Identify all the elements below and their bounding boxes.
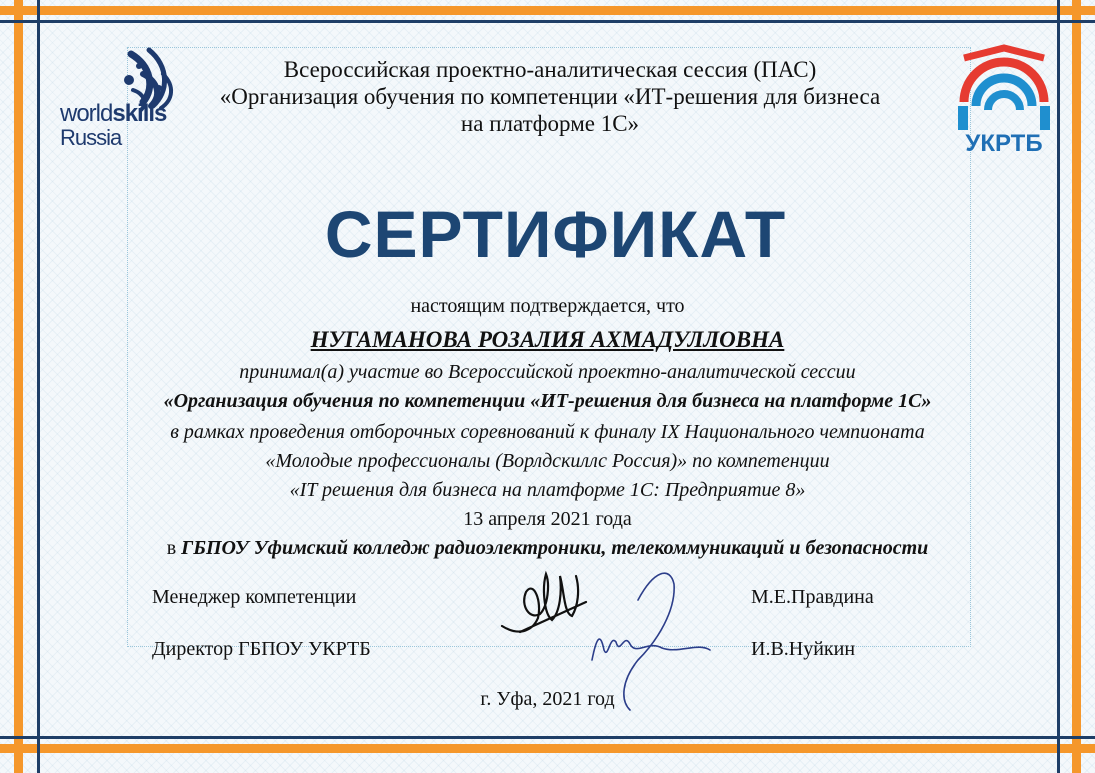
header-line-2: «Организация обучения по компетенции «ИТ-решения для бизнеса <box>219 84 881 109</box>
venue-name: ГБПОУ Уфимский колледж радиоэлектроники, телекоммуникаций и безопасности <box>181 537 929 559</box>
ukrtb-logo <box>958 44 1050 158</box>
venue-prefix: в <box>166 537 177 559</box>
worldskills-word-russia: Russia <box>60 125 122 150</box>
confirm-text: настоящим подтверждается, что <box>410 295 685 317</box>
manager-name: М.Е.Правдина <box>751 586 874 608</box>
footer-place-year: г. Уфа, 2021 год <box>480 688 615 710</box>
manager-role: Менеджер компетенции <box>152 586 357 608</box>
header-line-1: Всероссийская проектно-аналитическая сессия (ПАС) <box>283 57 817 82</box>
session-name: «Организация обучения по компетенции «ИТ-решения для бизнеса на платформе 1С» <box>163 390 932 412</box>
context-line-2: «Молодые профессионалы (Ворлдскиллс Россия)» по компетенции <box>265 450 830 472</box>
header-line-3: на платформе 1С» <box>460 111 640 136</box>
context-line-3: «IT решения для бизнеса на платформе 1С: Предприятие 8» <box>289 479 806 501</box>
venue-line <box>0 537 1095 560</box>
ukrtb-logo-label: УКРТБ <box>965 130 1043 157</box>
participation-text: принимал(а) участие во Всероссийской проектно-аналитической сессии <box>239 361 856 383</box>
worldskills-russia-logo <box>55 44 185 152</box>
director-role: Директор ГБПОУ УКРТБ <box>152 638 371 660</box>
context-line-1: в рамках проведения отборочных соревнований к финалу IX Национального чемпионата <box>170 421 925 443</box>
worldskills-word-world: world <box>60 100 113 127</box>
ukrtb-arcs-icon <box>958 44 1050 130</box>
certificate-title: СЕРТИФИКАТ <box>324 197 787 271</box>
certificate-date: 13 апреля 2021 года <box>463 508 632 530</box>
recipient-name: НУГАМАНОВА РОЗАЛИЯ АХМАДУЛЛОВНА <box>310 327 785 352</box>
director-name: И.В.Нуйкин <box>751 638 856 660</box>
worldskills-word-skills: skills <box>112 100 167 127</box>
